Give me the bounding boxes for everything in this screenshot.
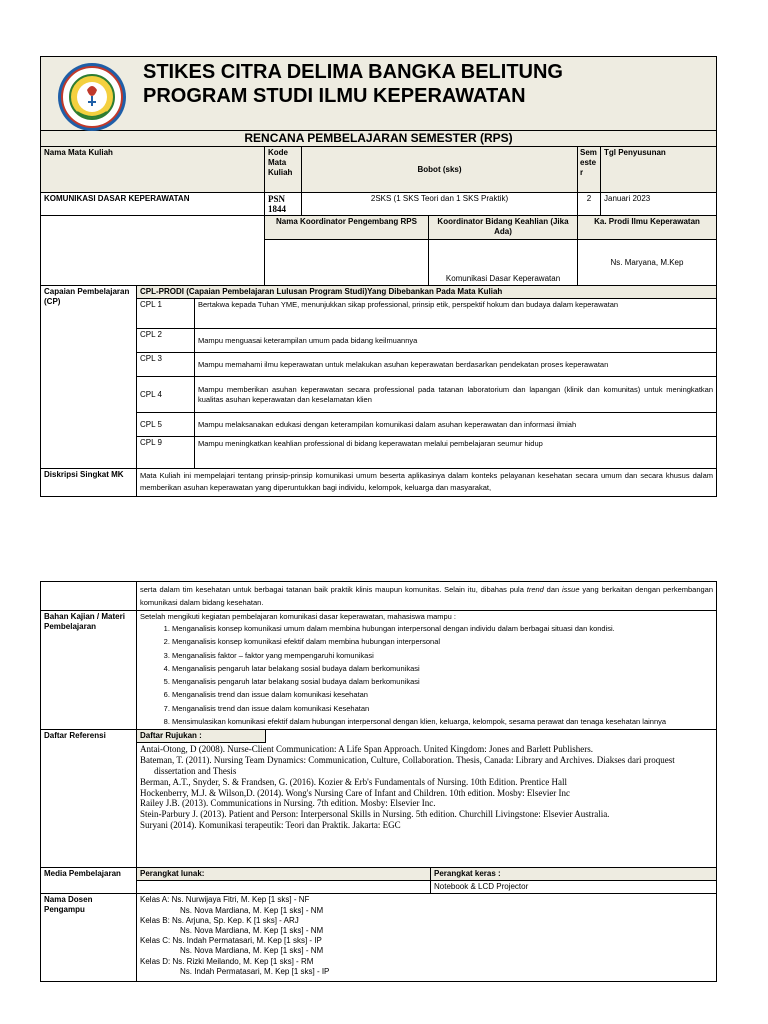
nama-mk-value: KOMUNIKASI DASAR KEPERAWATAN <box>41 193 265 216</box>
cpl-heading: CPL-PRODI (Capaian Pembelajaran Lulusan Program Studi)Yang Dibebankan Pada Mata Kuliah <box>137 286 717 299</box>
bahan-item: 5. Menganalisis pengaruh latar belakang sosial budaya dalam berkomunikasi <box>172 677 713 687</box>
referensi-label: Daftar Referensi <box>41 730 137 868</box>
cpl-code: CPL 3 <box>137 353 195 377</box>
deskripsi-issue: issue <box>562 585 580 594</box>
cpl-code: CPL 1 <box>137 299 195 329</box>
col-bobot: Bobot (sks) <box>302 147 578 193</box>
col-tgl-penyusunan: Tgl Penyusunan <box>601 147 717 193</box>
tgl-value: Januari 2023 <box>601 193 717 216</box>
koordinator-bidang-value: Komunikasi Dasar Keperawatan <box>429 240 578 286</box>
perangkat-keras-value: Notebook & LCD Projector <box>431 881 717 894</box>
bahan-item: 8. Mensimulasikan komunikasi efektif dalam hubungan interpersonal dengan klien, keluarga, kelompok, sesama perawat dan tenaga kesehatan lainnya <box>172 717 713 727</box>
institution-header <box>41 57 717 131</box>
bahan-item: 3. Menganalisis faktor – faktor yang mempengaruhi komunikasi <box>172 651 713 661</box>
dosen-line: Kelas D: Ns. Rizki Meilando, M. Kep [1 sks] - RM <box>140 956 314 966</box>
deskripsi-text: Mata Kuliah ini mempelajari tentang prinsip-prinsip komunikasi umum beserta aplikasinya dalam konteks pelayanan kesehatan secara umum dan secara khusus dalam memberikan asuhan keperawatan yang diperuntukkan bagi individu, kelompok, keluarga dan masyarakat, <box>137 469 717 497</box>
deskripsi-label: Diskripsi Singkat MK <box>41 469 137 497</box>
blank-cell <box>41 216 265 286</box>
referensi-item: Stein-Parbury J. (2013). Patient and Person: Interpersonal Skills in Nursing. 5th edition. Churchill Livingstone: Elsevier Australia. <box>140 809 610 820</box>
kaprodi-value: Ns. Maryana, M.Kep <box>578 240 717 286</box>
col-koordinator-bidang: Koordinator Bidang Keahlian (Jika Ada) <box>429 216 578 240</box>
semester-value: 2 <box>578 193 601 216</box>
kode-mk-value: PSN 1844 <box>265 193 302 216</box>
perangkat-keras-heading: Perangkat keras : <box>431 868 717 881</box>
bahan-intro: Setelah mengikuti kegiatan pembelajaran komunikasi dasar keperawatan, mahasiswa mampu : <box>140 612 457 621</box>
referensi-item: Suryani (2014). Komunikasi terapeutik: Teori dan Praktik. Jakarta: EGC <box>140 819 401 830</box>
deskripsi-continued-text <box>137 582 717 611</box>
deskripsi-text-part: yang berkaitan dengan perkembangan komunikasi dalam bidang kesehatan. <box>140 585 714 607</box>
institution-logo-icon <box>55 60 129 134</box>
cpl-text: Mampu memahami ilmu keperawatan untuk melakukan asuhan keperawatan berdasarkan pendekatan proses keperawatan <box>195 353 717 377</box>
bahan-label: Bahan Kajian / Materi Pembelajaran <box>41 611 137 730</box>
bahan-item: 7. Menganalisis trend dan issue dalam komunikasi Kesehatan <box>172 704 713 714</box>
rps-header-table <box>40 56 717 286</box>
referensi-item: Hockenberry, M.J. & Wilson,D. (2014). Wong's Nursing Care of Infant and Children. 10th edition. Mosby: Elsevier Inc <box>140 787 571 798</box>
cpl-text: Mampu memberikan asuhan keperawatan secara professional pada tatanan laboratorium dan lapangan (klinik dan komunitas) untuk meningkatkan kualitas asuhan keperawatan dan keselamatan klien <box>195 377 717 413</box>
dosen-list <box>137 894 717 982</box>
bahan-table <box>40 581 717 982</box>
col-nama-mk: Nama Mata Kuliah <box>41 147 265 193</box>
rps-page-1 <box>40 56 716 497</box>
col-kaprodi: Ka. Prodi Ilmu Keperawatan <box>578 216 717 240</box>
dosen-line: Kelas C: Ns. Indah Permatasari, M. Kep [1 sks] - IP <box>140 936 322 946</box>
col-koordinator-rps: Nama Koordinator Pengembang RPS <box>265 216 429 240</box>
dosen-line: Kelas A: Ns. Nurwijaya Fitri, M. Kep [1 sks] - NF <box>140 895 310 905</box>
cpl-code: CPL 5 <box>137 413 195 437</box>
program-title: PROGRAM STUDI ILMU KEPERAWATAN <box>143 85 526 107</box>
bahan-item: 2. Menganalisis konsep komunikasi efektif dalam membina hubungan interpersonal <box>172 637 713 647</box>
bahan-item: 6. Menganalisis trend dan issue dalam komunikasi kesehatan <box>172 690 713 700</box>
referensi-item: Railey J.B. (2013). Communications in Nursing. 7th edition. Mosby: Elsevier Inc. <box>140 798 436 809</box>
referensi-item: Berman, A.T., Snyder, S. & Frandsen, G. (2016). Kozier & Erb's Fundamentals of Nursing. 10th Edition. Prentice Hall <box>140 776 568 787</box>
cpl-text: Mampu melaksanakan edukasi dengan keterampilan komunikasi dalam asuhan keperawatan dan informasi ilmiah <box>195 413 717 437</box>
rps-title: RENCANA PEMBELAJARAN SEMESTER (RPS) <box>41 131 717 147</box>
deskripsi-trend: trend <box>526 585 544 594</box>
dosen-label: Nama Dosen Pengampu <box>41 894 137 982</box>
media-label: Media Pembelajaran <box>41 868 137 894</box>
bahan-list <box>140 624 713 727</box>
referensi-list <box>137 743 716 831</box>
rps-page-2 <box>40 581 716 982</box>
referensi-item: Bateman, T. (2011). Nursing Team Dynamics: Communication, Culture, Collaboration. Thesis, Canada: Library and Archives. Diakses dari proquest dissertation and Thesis <box>140 755 675 776</box>
bahan-item: 4. Menganalisis pengaruh latar belakang sosial budaya dalam berkomunikasi <box>172 664 713 674</box>
institution-title: STIKES CITRA DELIMA BANGKA BELITUNG <box>143 61 563 83</box>
cpl-code: CPL 2 <box>137 329 195 353</box>
deskripsi-text-part: serta dalam tim kesehatan untuk berbagai tatanan baik praktik klinis maupun komunitas. Selain itu, dibahas pula <box>140 585 527 594</box>
referensi-content <box>137 730 717 868</box>
col-semester: Semester <box>578 147 601 193</box>
cpl-text: Bertakwa kepada Tuhan YME, menunjukkan sikap professional, prinsip etik, perspektif hokum dan budaya dalam keperawatan <box>195 299 717 329</box>
dosen-line: Ns. Nova Mardiana, M. Kep [1 sks] - NM <box>180 905 324 915</box>
capaian-table <box>40 285 717 497</box>
capaian-label: Capaian Pembelajaran (CP) <box>41 286 137 469</box>
bahan-item: 1. Menganalisis konsep komunikasi umum dalam membina hubungan interpersonal dengan individu dalam berbagai situasi dan kondisi. <box>172 624 713 634</box>
bahan-content <box>137 611 717 730</box>
cpl-code: CPL 9 <box>137 437 195 469</box>
perangkat-lunak-heading: Perangkat lunak: <box>137 868 431 881</box>
cpl-text: Mampu menguasai keterampilan umum pada bidang keilmuannya <box>195 329 717 353</box>
col-kode-mk: Kode Mata Kuliah <box>265 147 302 193</box>
perangkat-lunak-value <box>137 881 431 894</box>
dosen-line: Ns. Indah Permatasari, M. Kep [1 sks] - IP <box>180 966 330 976</box>
koordinator-rps-value <box>265 240 429 286</box>
dosen-line: Kelas B: Ns. Arjuna, Sp. Kep. K [1 sks] - ARJ <box>140 915 299 925</box>
cpl-code: CPL 4 <box>137 377 195 413</box>
dosen-line: Ns. Nova Mardiana, M. Kep [1 sks] - NM <box>180 925 324 935</box>
dosen-line: Ns. Nova Mardiana, M. Kep [1 sks] - NM <box>180 946 324 956</box>
referensi-item: Antai-Otong, D (2008). Nurse-Client Communication: A Life Span Approach. United Kingdom: Jones and Barlett Publishers. <box>140 744 593 755</box>
referensi-heading: Daftar Rujukan : <box>137 730 266 743</box>
cpl-text: Mampu meningkatkan keahlian professional di bidang keperawatan melalui pembelajaran seumur hidup <box>195 437 717 469</box>
bobot-value: 2SKS (1 SKS Teori dan 1 SKS Praktik) <box>302 193 578 216</box>
deskripsi-text-part: dan <box>543 585 563 594</box>
deskripsi-continued-label <box>41 582 137 611</box>
